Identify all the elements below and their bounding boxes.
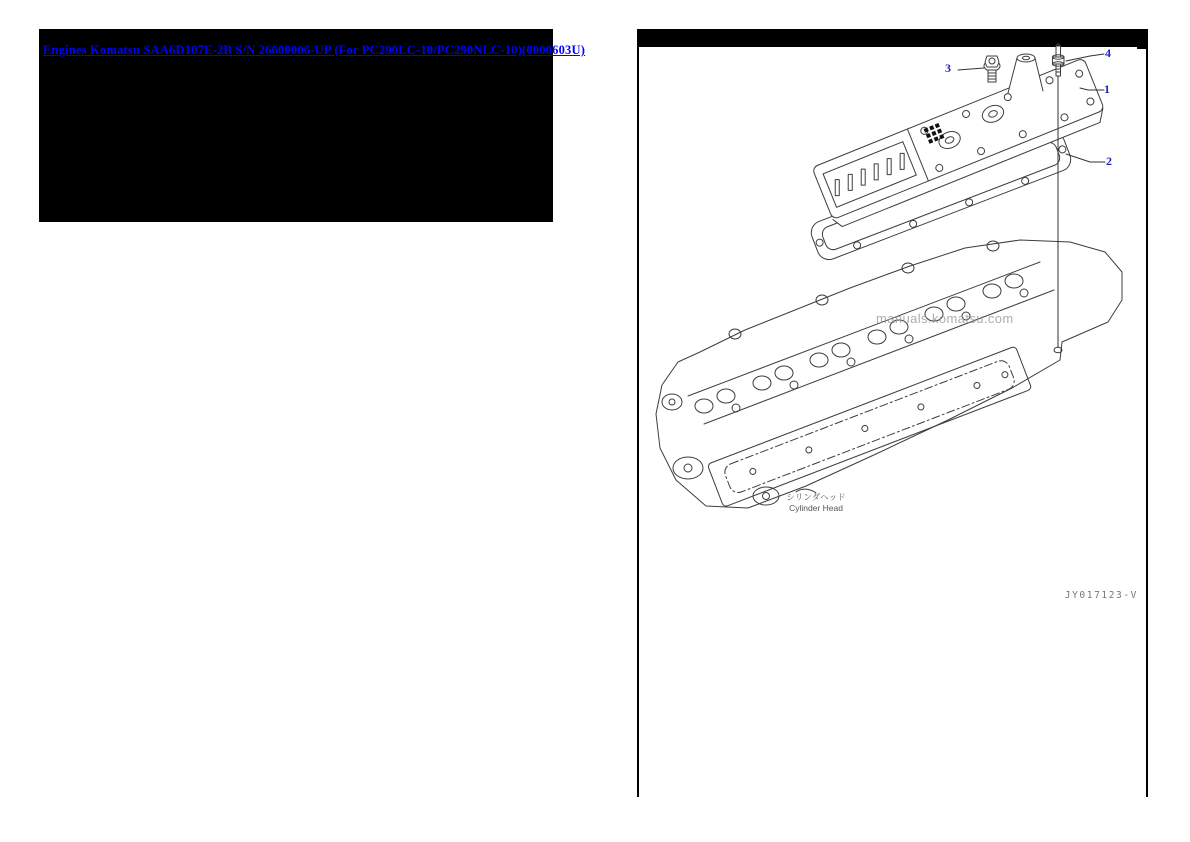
callout-number-2: 2: [1106, 154, 1112, 168]
bolt-drawing: [984, 56, 1000, 82]
callout-number-3: 3: [945, 61, 951, 75]
parts-diagram-drawing: [630, 40, 1165, 520]
callout-number-1: 1: [1104, 82, 1110, 96]
catalog-title-link[interactable]: Engines Komatsu SAA6D107E-2B S/N 26600006-UP (For PC290LC-10/PC290NLC-10)(0000603U): [43, 43, 586, 57]
drawing-code: JY017123-V: [1064, 590, 1138, 601]
cylinder-head-caption-en: Cylinder Head: [789, 503, 843, 513]
cylinder-head-caption: [774, 492, 858, 514]
header-banner: [39, 29, 586, 222]
callout-number-4: 4: [1105, 46, 1111, 60]
watermark-text: manuals.komatsu.com: [876, 311, 1014, 326]
cylinder-head-drawing: [656, 240, 1122, 508]
cylinder-head-caption-jp: シリンダヘッド: [786, 492, 846, 502]
